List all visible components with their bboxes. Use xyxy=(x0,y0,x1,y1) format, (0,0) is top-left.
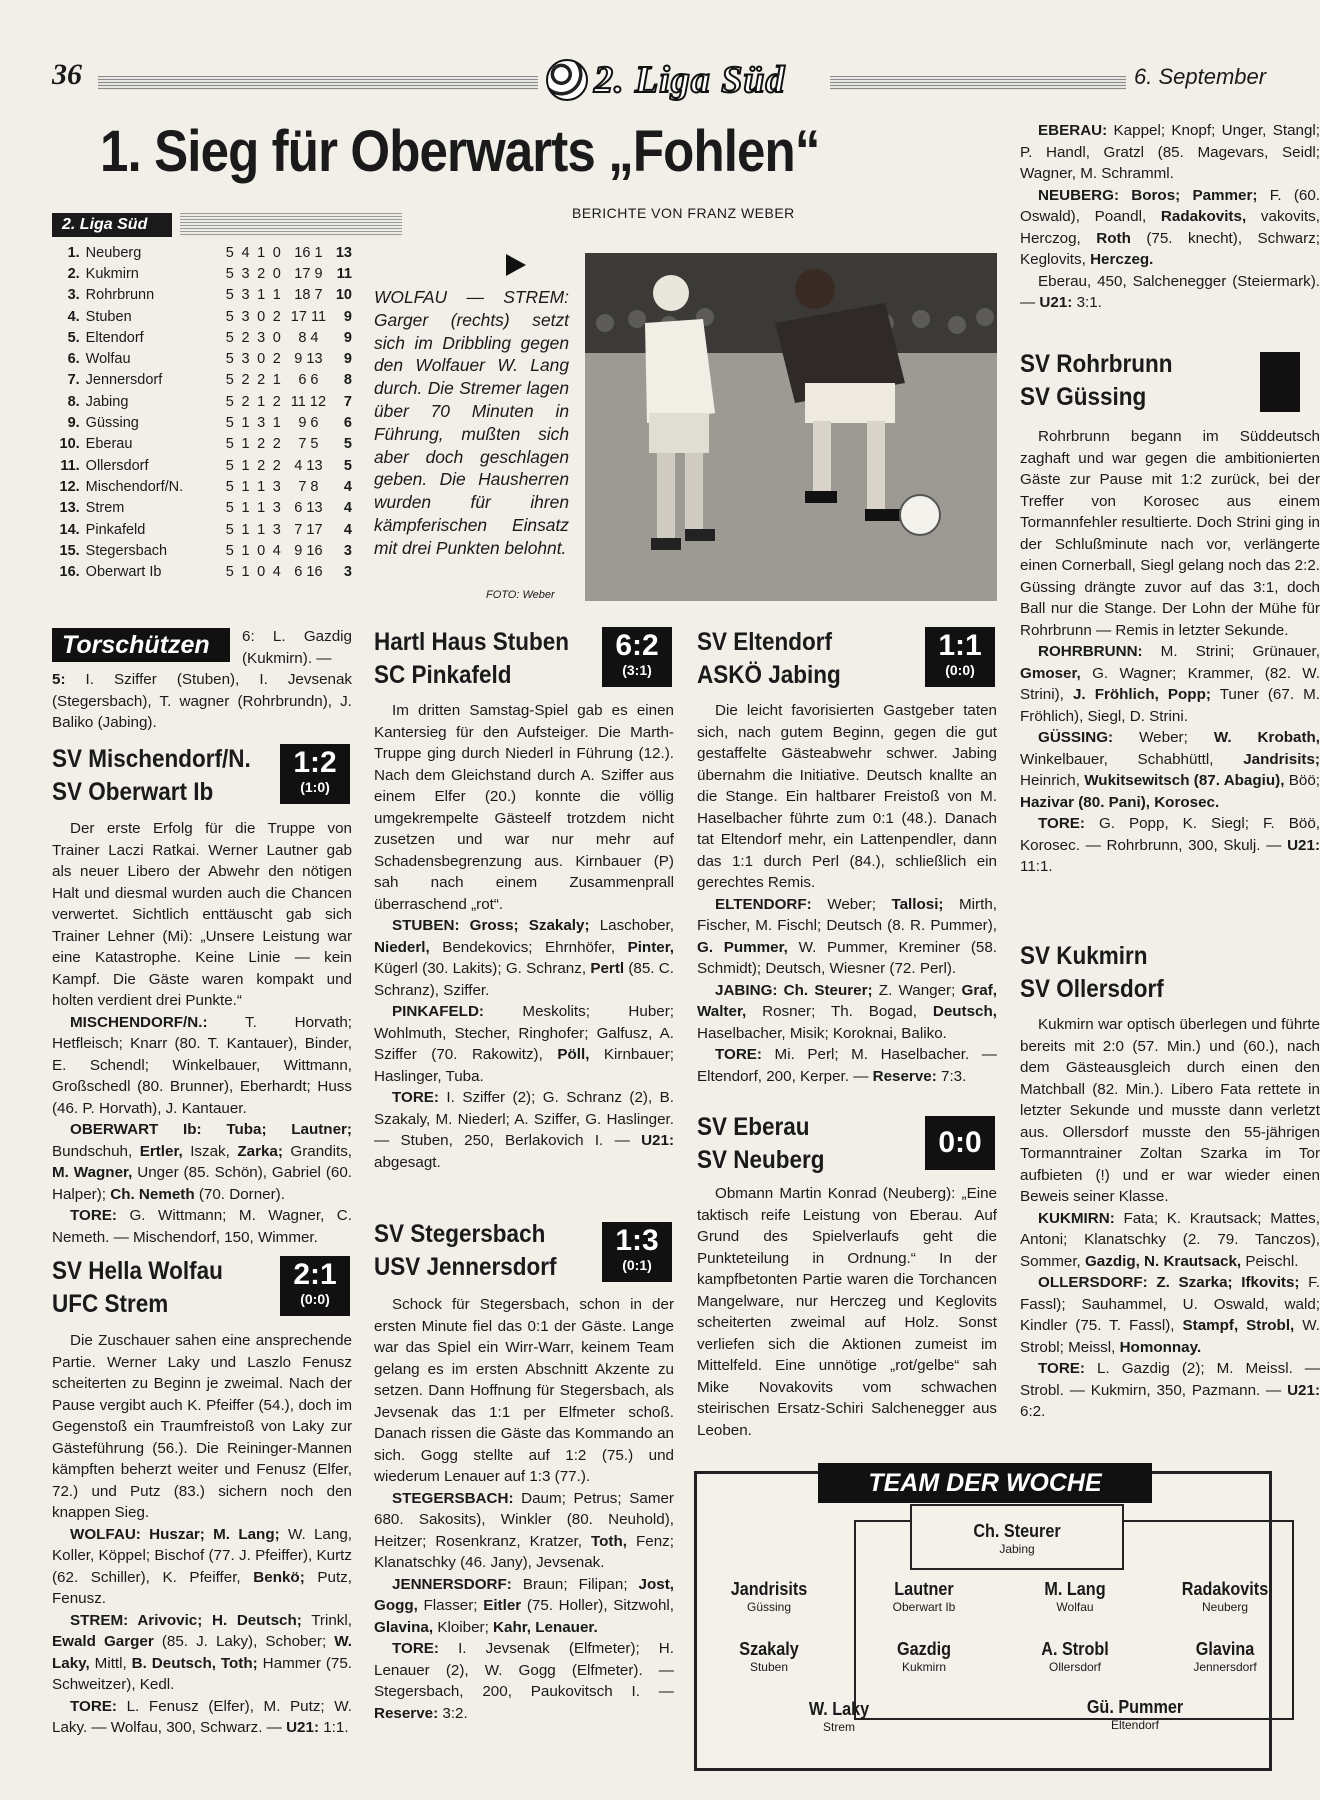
photo-credit: FOTO: Weber xyxy=(486,589,555,601)
standings-cell-l: 4 xyxy=(272,542,281,559)
standings-cell-w: 2 xyxy=(241,393,250,410)
standings-cell-w: 3 xyxy=(241,287,250,304)
section-logo xyxy=(546,58,786,102)
standings-cell-l: 1 xyxy=(272,287,281,304)
standings-row xyxy=(52,498,352,519)
match-7-report: Rohrbrunn begann im Süddeutsch zaghaft und war gegen die ambitionierten Gäste zur Pause mit 1:2 zurück, bei der Treffer von Korosec aus einem Tormannfehler resultierte. Doch Strini ging in der Schlußminute nach vor, verlängerte einen Cornerball, Siegl gelang noch das 2:2. Güssing drängte zuvor auf das 3:1, doch Ball nur die Stange. Der Lohn der Mühe für Rohrbrunn — Remis in letzter Sekunde. ROHRBRUNN: M. Strini; Grünauer, Gmoser, G. Wagner; Krammer, (82. W. Strini), J. Fröhlich, Popp; Tuner (67. M. Fröhlich), Siegl, D. Strini. GÜSSING: Weber; W. Krobath, Winkelbauer, Schabhüttl, Jandrisits; Heinrich, Wukitsewitsch (87. Abagiu), Böö; Hazivar (80. Pani), Korosec. TORE: G. Popp, K. Siegl; F. Böö, Korosec. — Rohrbrunn, 300, Skulj. — U21: 11:1. xyxy=(1020,428,1320,875)
standings-cell-team: Pinkafeld xyxy=(85,521,146,538)
standings-cell-pts: 5 xyxy=(343,436,352,453)
standings-cell-l: 2 xyxy=(272,308,281,325)
standings-cell-d: 2 xyxy=(257,372,266,389)
standings-cell-goals: 16 1 xyxy=(294,244,323,261)
player-card: Lautner Oberwart Ib xyxy=(892,1579,956,1614)
match-5-score: 1:1 (0:0) xyxy=(925,627,995,687)
standings-cell-gp: 5 xyxy=(225,500,234,517)
standings-cell-goals: 7 8 xyxy=(298,478,319,495)
standings-row xyxy=(52,242,352,263)
player-card: Glavina Jennersdorf xyxy=(1193,1639,1257,1674)
standings-row xyxy=(52,285,352,306)
header-rule-left xyxy=(98,76,538,90)
standings-cell-d: 1 xyxy=(257,478,266,495)
standings-cell-w: 1 xyxy=(241,415,250,432)
player-card: Szakaly Stuben xyxy=(739,1639,799,1674)
standings-cell-w: 2 xyxy=(241,329,250,346)
match-1-report: Der erste Erfolg für die Truppe von Trainer Laczi Ratkai. Werner Lautner gab als neuer Libero der Abwehr den nötigen Halt und diesmal wurden auch die Chancen verwertet. Sichtlich enttäuscht gab sich Trainer Lehner (Mi): „Unsere Leistung war eine Katastrophe. Keine Linie — kein Kampf. Die Gäste waren kompakt und holten verdient drei Punkte.“ MISCHENDORF/N.: T. Horvath; Hetfleisch; Knarr (80. T. Kantauer), Binder, E. Schendl; Winkelbauer, Wittmann, Großschedl (80. Brunner), Eberhardt; Huss (46. P. Horvath), J. Kantauer. OBERWART Ib: Tuba; Lautner; Bundschuh, Ertler, Iszak, Zarka; Grandits, M. Wagner, Unger (85. Schön), Gabriel (60. Halper); Ch. Nemeth (70. Dorner). TORE: G. Wittmann; M. Wagner, C. Nemeth. — Mischendorf, 150, Wimmer. xyxy=(52,820,353,1246)
football-icon xyxy=(546,59,588,101)
standings-cell-goals: 9 16 xyxy=(294,542,323,559)
standings-cell-gp: 5 xyxy=(225,415,234,432)
standings-cell-rank: 2. xyxy=(67,265,80,282)
standings-cell-team: Mischendorf/N. xyxy=(85,478,184,495)
standings-cell-pts: 7 xyxy=(343,393,352,410)
eberau-neuberg-lineups: EBERAU: Kappel; Knopf; Unger, Stangl; P. Handl, Gratzl (85. Magevars, Seidl; Wagner, M. Schramml. NEUBERG: Boros; Pammer; F. (60. Oswald), Poandl, Radakovits, vakovits, Herczog, Roth (75. knecht), Schwarz; Keglovits, Herczeg. Eberau, 450, Salchenegger (Steiermark). — U21: 3:1. xyxy=(1020,122,1320,311)
standings-cell-rank: 12. xyxy=(59,478,80,495)
standings-cell-pts: 8 xyxy=(343,372,352,389)
match-8-teams xyxy=(1020,940,1164,1006)
caption-arrow-icon xyxy=(506,254,526,276)
match-1-home: SV Mischendorf/N. xyxy=(52,745,251,773)
standings-cell-gp: 5 xyxy=(225,265,234,282)
match-7-teams xyxy=(1020,348,1172,414)
match-7-away: SV Güssing xyxy=(1020,383,1147,411)
standings-cell-team: Kukmirn xyxy=(85,265,139,282)
standings-cell-w: 2 xyxy=(241,372,250,389)
standings-cell-d: 2 xyxy=(257,265,266,282)
standings-cell-l: 1 xyxy=(272,372,281,389)
standings-cell-d: 3 xyxy=(257,329,266,346)
match-6-home: SV Eberau xyxy=(697,1113,810,1141)
standings-row xyxy=(52,370,352,391)
standings-cell-gp: 5 xyxy=(225,329,234,346)
match-4-home: SV Stegersbach xyxy=(374,1220,546,1248)
standings-cell-goals: 17 9 xyxy=(294,265,323,282)
team-of-week-clip xyxy=(694,1460,1272,1780)
standings-cell-l: 2 xyxy=(272,436,281,453)
standings-cell-l: 0 xyxy=(272,329,281,346)
standings-cell-l: 3 xyxy=(272,521,281,538)
standings-cell-rank: 3. xyxy=(67,287,80,304)
standings-cell-l: 2 xyxy=(272,351,281,368)
standings-cell-d: 0 xyxy=(257,308,266,325)
standings-cell-gp: 5 xyxy=(225,244,234,261)
player-card: Ch. Steurer Jabing xyxy=(973,1521,1061,1556)
match-3-away: SC Pinkafeld xyxy=(374,661,512,689)
standings-cell-l: 0 xyxy=(272,265,281,282)
match-5-away: ASKÖ Jabing xyxy=(697,661,841,689)
match-3-teams xyxy=(374,626,569,692)
standings-cell-rank: 13. xyxy=(59,500,80,517)
standings-cell-rank: 8. xyxy=(67,393,80,410)
standings-cell-gp: 5 xyxy=(225,564,234,581)
standings-cell-pts: 4 xyxy=(343,478,352,495)
match-5-teams xyxy=(697,626,841,692)
standings-cell-team: Güssing xyxy=(85,415,139,432)
standings-cell-d: 3 xyxy=(257,415,266,432)
standings-cell-w: 1 xyxy=(241,457,250,474)
standings-cell-gp: 5 xyxy=(225,542,234,559)
standings-cell-w: 1 xyxy=(241,564,250,581)
player-card: M. Lang Wolfau xyxy=(1044,1579,1106,1614)
match-4-teams xyxy=(374,1218,557,1284)
scorers-line-rest: 5: I. Sziffer (Stuben), I. Jevsenak (Stegersbach), T. wagner (Rohrbrundn), J. Baliko (Jabing). xyxy=(52,671,352,731)
standings-cell-goals: 9 6 xyxy=(298,415,319,432)
standings-cell-d: 2 xyxy=(257,457,266,474)
match-7-home: SV Rohrbrunn xyxy=(1020,350,1173,378)
standings-header xyxy=(52,213,352,237)
standings-cell-rank: 4. xyxy=(67,308,80,325)
standings-cell-gp: 5 xyxy=(225,308,234,325)
standings-row xyxy=(52,540,352,561)
standings-row xyxy=(52,263,352,284)
standings-cell-team: Ollersdorf xyxy=(85,457,149,474)
standings-cell-w: 1 xyxy=(241,478,250,495)
standings-cell-goals: 7 5 xyxy=(298,436,319,453)
standings-cell-w: 1 xyxy=(241,500,250,517)
standings-cell-l: 3 xyxy=(272,478,281,495)
standings-cell-team: Stuben xyxy=(85,308,132,325)
standings-cell-d: 0 xyxy=(257,351,266,368)
standings-cell-team: Stegersbach xyxy=(85,542,168,559)
standings-table xyxy=(52,242,352,583)
standings-cell-gp: 5 xyxy=(225,393,234,410)
match-6-teams xyxy=(697,1111,825,1177)
standings-cell-team: Strem xyxy=(85,500,125,517)
match-2-away: UFC Strem xyxy=(52,1290,169,1318)
standings-cell-w: 3 xyxy=(241,308,250,325)
standings-cell-d: 0 xyxy=(257,542,266,559)
player-card: A. Strobl Ollersdorf xyxy=(1041,1639,1109,1674)
standings-cell-team: Jennersdorf xyxy=(85,372,163,389)
standings-cell-gp: 5 xyxy=(225,372,234,389)
standings-cell-pts: 13 xyxy=(335,244,352,261)
standings-cell-pts: 10 xyxy=(335,287,352,304)
match-photo xyxy=(585,253,997,601)
match-1-away: SV Oberwart Ib xyxy=(52,778,214,806)
standings-cell-team: Eltendorf xyxy=(85,329,144,346)
standings-cell-pts: 9 xyxy=(343,351,352,368)
standings-cell-rank: 6. xyxy=(67,351,80,368)
match-3-score: 6:2 (3:1) xyxy=(602,627,672,687)
standings-cell-w: 3 xyxy=(241,265,250,282)
standings-cell-w: 4 xyxy=(241,244,250,261)
match-4-away: USV Jennersdorf xyxy=(374,1253,557,1281)
match-3-report: Im dritten Samstag-Spiel gab es einen Kantersieg für den Aufsteiger. Die Marth-Truppe ging durch Niederl in Führung (12.). Nach dem Gleichstand durch A. Sziffer aus einem Elfer (20.) konnte die völlig umgekrempelte Gästeelf trotzdem nicht zusetzen und war nur mehr auf Schadensbegrenzung aus. Kirnbauer (P) sah nach einem Zusammenprall überraschend „rot“. STUBEN: Gross; Szakaly; Laschober, Niederl, Bendekovics; Ehrnhöfer, Pinter, Kügerl (30. Lakits); G. Schranz, Pertl (85. C. Schranz), Sziffer. PINKAFELD: Meskolits; Huber; Wohlmuth, Stecher, Ringhofer; Galfusz, A. Sziffer (70. Rakowitz), Pöll, Kirnbauer; Haslinger, Tuba. TORE: I. Sziffer (2); G. Schranz (2), B. Szakaly, M. Niederl; A. Sziffer, G. Haslinger. — Stuben, 250, Berlakovich I. — U21: abgesagt. xyxy=(374,702,674,1171)
match-8-home: SV Kukmirn xyxy=(1020,942,1148,970)
player-card: Gazdig Kukmirn xyxy=(896,1639,951,1674)
standings-cell-goals: 6 6 xyxy=(298,372,319,389)
standings-cell-d: 2 xyxy=(257,436,266,453)
standings-row xyxy=(52,348,352,369)
match-2-report: Die Zuschauer sahen eine ansprechende Partie. Werner Laky und Laszlo Fenusz scheiterten zu Beginn je zweimal. Nach der Pause vergibt auch K. Pfeiffer (54.), doch im Gegenstoß ein Traumfreistoß von Laky zur Gästeführung (56.). Die Reininger-Mannen kämpften beherzt weiter und Fenusz (Elfer, 72.) und Putz (83.) sichern noch den knappen Sieg. WOLFAU: Huszar; M. Lang; W. Lang, Koller, Köppel; Bischof (77. J. Pfeiffer), Kurtz (62. Schiller), K. Pfeiffer, Benkö; Putz, Fenusz. STREM: Arivovic; H. Deutsch; Trinkl, Ewald Garger (85. J. Laky), Schober; W. Laky, Mittl, B. Deutsch, Toth; Hammer (75. Schweitzer), Kedl. TORE: L. Fenusz (Elfer), M. Putz; W. Laky. — Wolfau, 300, Schwarz. — U21: 1:1. xyxy=(52,1332,352,1736)
standings-row xyxy=(52,519,352,540)
match-2-home: SV Hella Wolfau xyxy=(52,1257,223,1285)
standings-cell-goals: 17 11 xyxy=(290,308,327,325)
standings-row xyxy=(52,434,352,455)
standings-cell-l: 2 xyxy=(272,393,281,410)
standings-cell-w: 1 xyxy=(241,542,250,559)
standings-row xyxy=(52,561,352,582)
standings-cell-rank: 7. xyxy=(67,372,80,389)
header-rule-right xyxy=(830,76,1126,90)
standings-cell-d: 1 xyxy=(257,500,266,517)
issue-date: 6. September xyxy=(1134,64,1267,89)
standings-cell-team: Jabing xyxy=(85,393,129,410)
standings-cell-goals: 8 4 xyxy=(298,329,319,346)
match-8-away: SV Ollersdorf xyxy=(1020,975,1164,1003)
standings-cell-team: Wolfau xyxy=(85,351,131,368)
standings-cell-w: 1 xyxy=(241,436,250,453)
standings-cell-gp: 5 xyxy=(225,351,234,368)
standings-cell-rank: 14. xyxy=(59,521,80,538)
standings-cell-team: Rohrbrunn xyxy=(85,287,155,304)
match-5-report: Die leicht favorisierten Gastgeber taten sich, nach gutem Beginn, gegen die gut gestaffelte Gästeabwehr schwer. Jabing übernahm die Initiative. Deutsch knallte an die Stange. Ein haltbarer Freistoß von M. Haselbacher führte zum 0:1 (48.). Danach tat Eltendorf mehr, ein Lattenpendler, dann das 1:1 durch Perl (84.), schließlich ein gerechtes Remis. ELTENDORF: Weber; Tallosi; Mirth, Fischer, M. Fischl; Deutsch (8. R. Pummer), G. Pummer, W. Pummer, Kreminer (58. Schmidt); Deutsch, Wiesner (72. Perl). JABING: Ch. Steurer; Z. Wanger; Graf, Walter, Rosner; Th. Bogad, Deutsch, Haselbacher, Misik; Koroknai, Baliko. TORE: Mi. Perl; M. Haselbacher. — Eltendorf, 200, Kerper. — Reserve: 7:3. xyxy=(697,702,998,1085)
standings-cell-pts: 4 xyxy=(343,521,352,538)
standings-cell-pts: 9 xyxy=(343,308,352,325)
standings-cell-team: Eberau xyxy=(85,436,133,453)
player-card: W. Laky Strem xyxy=(808,1699,870,1734)
standings-row xyxy=(52,306,352,327)
match-2-teams xyxy=(52,1255,223,1321)
standings-cell-rank: 9. xyxy=(67,415,80,432)
standings-cell-gp: 5 xyxy=(225,457,234,474)
standings-cell-team: Neuberg xyxy=(85,244,142,261)
match-6-report: Obmann Martin Konrad (Neuberg): „Eine taktisch reife Leistung von Eberau. Auf Grund des Spielverlaufs geht die Punkteteilung in Ordnung.“ In der kampfbetonten Partie waren die Torchancen Mangelware, nur Herczeg und Keglovits scheiterten zweimal auf Holz. Sonst verliefen sich die Aktionen zumeist im Mittelfeld. Eine unnötige „rot/gelbe“ sah Mike Novakovits vom schwachen steirischen Ersatz-Schiri Salchenegger aus Leoben. xyxy=(697,1185,997,1439)
football-players-illustration xyxy=(585,253,997,601)
standings-cell-pts: 9 xyxy=(343,329,352,346)
standings-cell-w: 3 xyxy=(241,351,250,368)
player-card: Gü. Pummer Eltendorf xyxy=(1086,1697,1184,1732)
standings-cell-gp: 5 xyxy=(225,436,234,453)
standings-cell-w: 1 xyxy=(241,521,250,538)
standings-cell-team: Oberwart Ib xyxy=(85,564,162,581)
standings-cell-goals: 18 7 xyxy=(294,287,323,304)
standings-cell-pts: 5 xyxy=(343,457,352,474)
standings-cell-l: 4 xyxy=(272,564,281,581)
standings-cell-gp: 5 xyxy=(225,478,234,495)
standings-cell-pts: 6 xyxy=(343,415,352,432)
standings-cell-l: 3 xyxy=(272,500,281,517)
standings-cell-pts: 4 xyxy=(343,500,352,517)
standings-cell-goals: 9 13 xyxy=(294,351,323,368)
match-8-report: Kukmirn war optisch überlegen und führte bereits mit 2:0 (57. Min.) und (60.), nach dem Gästeausgleich durch einen den Matchball (82. Min.). Libero Fata rettete in letzter Sekunde und musste dann verletzt aus. Ollersdorf musste den 55-jährigen Tormanntrainer Zoltan Szarka im Tor aufbieten (!) und er war wieder einen Beweis seiner Klasse. KUKMIRN: Fata; K. Krautsack; Mattes, Antoni; Klanatschky (2. 79. Tanczos), Sommer, Gazdig, N. Krautsack, Peischl. OLLERSDORF: Z. Szarka; Ifkovits; F. Fassl); Sauhammel, U. Oswald, wald; Kindler (75. T. Fassl), Stampf, Strobl, W. Strobl; Meissl, Homonnay. TORE: L. Gazdig (2); M. Meissl. — Strobl. — Kukmirn, 350, Pazmann. — U21: 6:2. xyxy=(1020,1016,1320,1420)
byline: BERICHTE VON FRANZ WEBER xyxy=(572,205,795,221)
standings-cell-goals: 6 13 xyxy=(294,500,323,517)
photo-caption: WOLFAU — STREM: Garger (rechts) setzt sich im Dribbling gegen den Wolfauer W. Lang durch. Die Stremer lagen über 70 Minuten in Führung, mußten sich aber doch geschlagen geben. Die Hausherren wurden für ihren kämpferischen Einsatz mit drei Punkten belohnt. xyxy=(374,287,569,558)
standings-cell-rank: 10. xyxy=(59,436,80,453)
standings-cell-d: 1 xyxy=(257,287,266,304)
page-number: 36 xyxy=(52,58,82,91)
match-3-home: Hartl Haus Stuben xyxy=(374,628,570,656)
scorers-line-top: 6: L. Gazdig (Kukmirn). — xyxy=(242,628,352,667)
standings-row xyxy=(52,327,352,348)
standings-cell-l: 1 xyxy=(272,415,281,432)
match-1-teams xyxy=(52,743,251,809)
standings-row xyxy=(52,412,352,433)
standings-cell-pts: 11 xyxy=(336,265,352,282)
standings-cell-d: 1 xyxy=(257,521,266,538)
standings-rule xyxy=(180,213,402,237)
standings-cell-goals: 6 16 xyxy=(294,564,323,581)
headline: 1. Sieg für Oberwarts „Fohlen“ xyxy=(100,119,820,184)
standings-cell-rank: 5. xyxy=(67,329,80,346)
standings-row xyxy=(52,391,352,412)
match-6-score: 0:0 xyxy=(925,1116,995,1170)
standings-cell-l: 0 xyxy=(272,244,281,261)
standings-row xyxy=(52,476,352,497)
standings-cell-d: 1 xyxy=(257,244,266,261)
team-of-week-title: TEAM DER WOCHE xyxy=(818,1463,1152,1503)
standings-cell-rank: 11. xyxy=(60,457,80,474)
scorers-text xyxy=(52,626,352,734)
standings-cell-l: 2 xyxy=(272,457,281,474)
standings-cell-rank: 1. xyxy=(67,244,80,261)
scorers-badge: Torschützen xyxy=(52,628,230,662)
standings-cell-rank: 15. xyxy=(59,542,80,559)
standings-cell-d: 0 xyxy=(257,564,266,581)
standings-cell-pts: 3 xyxy=(343,542,352,559)
match-4-score: 1:3 (0:1) xyxy=(602,1222,672,1282)
match-7-score-edge xyxy=(1260,352,1300,412)
player-card: Radakovits Neuberg xyxy=(1181,1579,1269,1614)
match-5-home: SV Eltendorf xyxy=(697,628,833,656)
standings-cell-pts: 3 xyxy=(343,564,352,581)
standings-cell-goals: 4 13 xyxy=(294,457,323,474)
player-card: Jandrisits Güssing xyxy=(730,1579,808,1614)
section-logo-text: 2. Liga Süd xyxy=(594,59,786,101)
match-4-report: Schock für Stegersbach, schon in der ersten Minute fiel das 0:1 der Gäste. Lange war das Spiel ein Wirr-Warr, keinem Team gelang es im ersten Abschnitt Akzente zu setzen. Dann Hoffnung für Stegersbach, als Jevsenak das 1:1 per Elfmeter schoß. Danach rissen die Gäste das Kommando an sich. Gogg stellte auf 1:2 (75.) und wiederum Lenauer auf 1:3 (77.). STEGERSBACH: Daum; Petrus; Samer 680. Sakosits), Winkler (80. Neuhold), Heitzer; Rosenkranz, Kratzer, Toth, Fenz; Klanatschky (46. Jany), Jevsenak. JENNERSDORF: Braun; Filipan; Jost, Gogg, Flasser; Eitler (75. Holler), Sitzwohl, Glavina, Kloiber; Kahr, Lenauer. TORE: I. Jevsenak (Elfmeter); H. Lenauer (2), W. Gogg (Elfmeter). — Stegersbach, 200, Paukovitsch I. — Reserve: 3:2. xyxy=(374,1296,675,1722)
standings-cell-goals: 7 17 xyxy=(294,521,323,538)
standings-cell-d: 1 xyxy=(257,393,266,410)
match-2-score: 2:1 (0:0) xyxy=(280,1256,350,1316)
ball-icon xyxy=(900,495,940,535)
standings-row xyxy=(52,455,352,476)
match-6-away: SV Neuberg xyxy=(697,1146,825,1174)
standings-label: 2. Liga Süd xyxy=(52,213,172,237)
standings-cell-gp: 5 xyxy=(225,521,234,538)
match-1-score: 1:2 (1:0) xyxy=(280,744,350,804)
standings-cell-gp: 5 xyxy=(225,287,234,304)
standings-cell-goals: 11 12 xyxy=(290,393,327,410)
standings-cell-rank: 16. xyxy=(59,564,80,581)
